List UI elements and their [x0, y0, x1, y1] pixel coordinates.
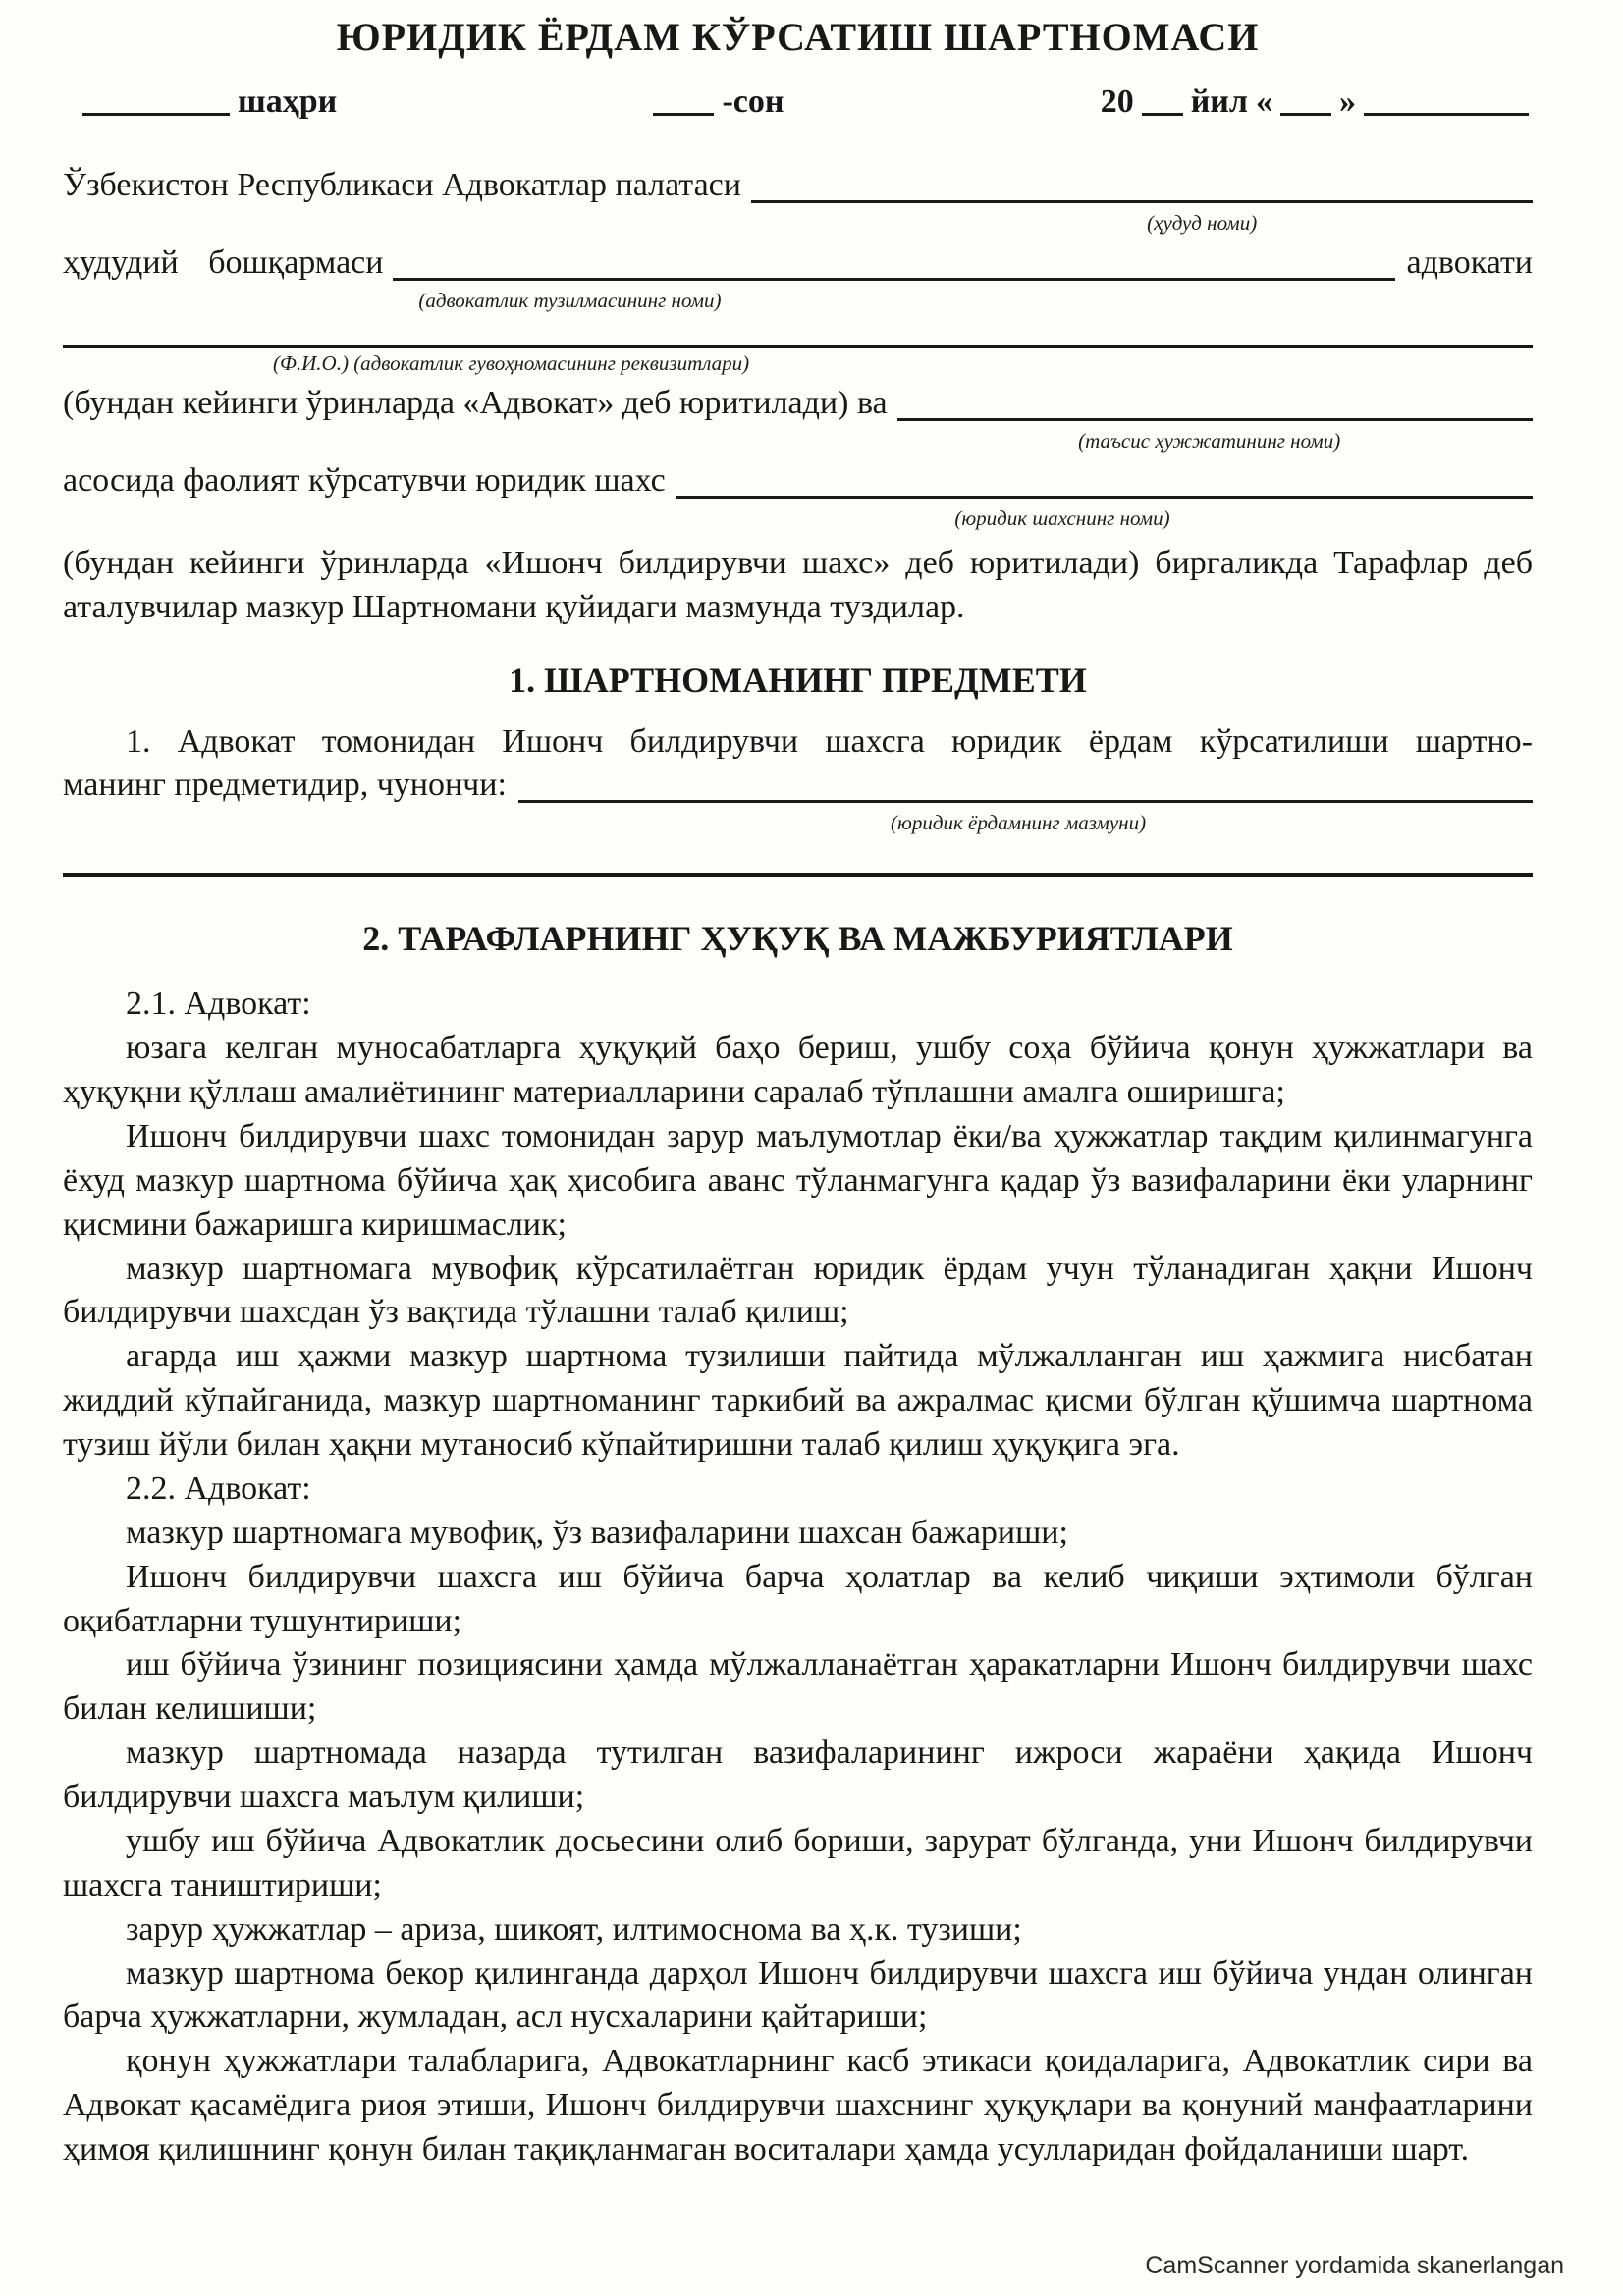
city-name-blank: [82, 103, 230, 116]
section1-lead-text: манинг предметидир, чунончи:: [63, 767, 507, 804]
date-group: [1101, 83, 1529, 121]
dateline-row: [82, 83, 1529, 121]
section-divider-line: [63, 873, 1533, 877]
month-blank: [1364, 103, 1529, 116]
region-caption: (ҳудуд номи): [1147, 210, 1258, 235]
department-line: [63, 241, 1533, 286]
intro-closing-paragraph: (бундан кейинги ўринларда «Ишонч билдирувчи шахс» деб юритилади) биргаликда Тарафлар деб аталувчилар мазкур Шартномани қуйидаги мазмунда туздилар.: [63, 544, 1533, 626]
founding-doc-caption-row: [63, 426, 1533, 459]
aid-content-caption-row: [63, 808, 1533, 841]
advocate-named-line: [63, 382, 1533, 426]
contract-number-label: -сон: [722, 83, 784, 120]
fio-caption-row: [63, 348, 1533, 382]
section1-lead-line1: 1. Адвокат томонидан Ишонч билдирувчи шахсга юридик ёрдам кўрсатилиши шартно-: [126, 722, 1533, 760]
entity-line: [63, 459, 1533, 504]
region-caption-row: [63, 208, 1533, 241]
year-prefix: 20: [1100, 83, 1134, 120]
open-quote: «: [1255, 83, 1272, 120]
year-label: йил: [1190, 83, 1248, 120]
section1-heading: 1. ШАРТНОМАНИНГ ПРЕДМЕТИ: [509, 660, 1087, 700]
entity-caption: (юридик шахснинг номи): [954, 506, 1170, 530]
entity-caption-row: [63, 504, 1533, 537]
contract-number-blank: [653, 103, 714, 116]
paragraph: зарур ҳужжатлар – ариза, шикоят, илтимоснома ва ҳ.к. тузиши;: [126, 1910, 1022, 1948]
section1-lead-line2: [63, 764, 1533, 808]
advocate-word: адвокати: [1406, 243, 1533, 281]
founding-doc-caption: (таъсис ҳужжатининг номи): [1078, 428, 1341, 453]
entity-name-blank: [676, 486, 1533, 499]
year-blank: [1142, 103, 1183, 116]
paragraph: мазкур шартномада назарда тутилган вазифаларининг ижроси жараёни ҳақида Ишонч билдирувчи шахсга маълум қилиши;: [63, 1735, 1533, 1816]
city-label: шаҳри: [238, 83, 338, 120]
chamber-text: Ўзбекистон Республикаси Адвокатлар палатаси: [63, 167, 741, 203]
paragraph: Ишонч билдирувчи шахс томонидан зарур маълумотлар ёки/ва ҳужжатлар тақдим қилинмагунга ёхуд мазкур шартнома бўйича ҳақ ҳисобига аванс тўланмагунга қадар ўз вазифаларини ёки уларнинг қисмини бажаришга киришмаслик;: [63, 1117, 1533, 1243]
day-blank: [1280, 103, 1331, 116]
paragraph: қонун ҳужжатлари талабларига, Адвокатларнинг касб этикаси қоидаларига, Адвокатлик сири ва Адвокат қасамёдига риоя этиши, Ишонч билдирувчи шахснинг ҳуқуқлари ва қонуний манфаатларини ҳимоя қилишнинг қонун билан тақиқланмаган воситалари ҳамда усулларидан фойдаланиши шарт.: [63, 2043, 1533, 2168]
paragraph: иш бўйича ўзининг позициясини ҳамда мўлжалланаётган ҳаракатларни Ишонч билдирувчи шахс билан келишиши;: [63, 1646, 1533, 1728]
contract-number-group: [653, 83, 784, 121]
paragraph: агарда иш ҳажми мазкур шартнома тузилиши пайтида мўлжалланган иш ҳажмига нисбатан жиддий кўпайганида, мазкур шартноманинг таркибий ва ажралмас қисми бўлган қўшимча шартнома тузиш йўли билан ҳақни мутаносиб кўпайтиришни талаб қилиш ҳуқуқига эга.: [63, 1338, 1533, 1464]
paragraph: Ишонч билдирувчи шахсга иш бўйича барча ҳолатлар ва келиб чиқиши эҳтимоли бўлган оқибатларни тушунтириши;: [63, 1558, 1533, 1639]
paragraph: мазкур шартномага мувофиқ, ўз вазифаларини шахсан бажариши;: [126, 1514, 1068, 1551]
chamber-line: [63, 164, 1533, 208]
city-group: [82, 83, 337, 121]
paragraph-2-1-label: 2.1. Адвокат:: [126, 986, 311, 1023]
section2-body: [63, 983, 1533, 2172]
document-title: ЮРИДИК ЁРДАМ КЎРСАТИШ ШАРТНОМАСИ: [336, 15, 1260, 59]
advocate-named-text: (бундан кейинги ўринларда «Адвокат» деб юритилади) ва: [63, 384, 888, 421]
paragraph: ушбу иш бўйича Адвокатлик досьесини олиб бориши, зарурат бўлганда, уни Ишонч билдирувчи шахсга таништириши;: [63, 1822, 1533, 1903]
founding-doc-blank: [897, 408, 1533, 421]
structure-caption: (адвокатлик тузилмасининг номи): [418, 288, 722, 312]
camscanner-watermark: CamScanner yordamida skanerlangan: [1145, 2252, 1564, 2279]
paragraph-2-2-label: 2.2. Адвокат:: [126, 1469, 311, 1507]
aid-content-blank: [518, 790, 1533, 803]
paragraph: мазкур шартнома бекор қилинганда дарҳол Ишонч билдирувчи шахсга иш бўйича ундан олинган барча ҳужжатларни, жумладан, асл нусхаларини қайтариши;: [63, 1954, 1533, 2036]
structure-name-blank: [393, 268, 1394, 281]
aid-content-caption: (юридик ёрдамнинг мазмуни): [891, 811, 1147, 835]
fio-caption: (Ф.И.О.) (адвокатлик гувоҳномасининг реквизитлари): [272, 350, 750, 375]
section2-heading: 2. ТАРАФЛАРНИНГ ҲУҚУҚ ВА МАЖБУРИЯТЛАРИ: [362, 919, 1233, 959]
department-text: ҳудудий бошқармаси: [63, 243, 384, 281]
entity-text: асосида фаолият кўрсатувчи юридик шахс: [63, 461, 666, 499]
structure-caption-row: [63, 286, 1533, 319]
close-quote: »: [1338, 83, 1356, 120]
region-name-blank: [751, 190, 1533, 203]
paragraph: юзага келган муносабатларга ҳуқуқий баҳо бериш, ушбу соҳа бўйича қонун ҳужжатлари ва ҳуқуқни қўллаш амалиётининг материалларини саралаб тўплашни амалга оширишга;: [63, 1030, 1533, 1111]
paragraph: мазкур шартномага мувофиқ кўрсатилаётган юридик ёрдам учун тўланадиган ҳақни Ишонч билдирувчи шахсдан ўз вақтида тўлашни талаб қилиш;: [63, 1250, 1533, 1331]
